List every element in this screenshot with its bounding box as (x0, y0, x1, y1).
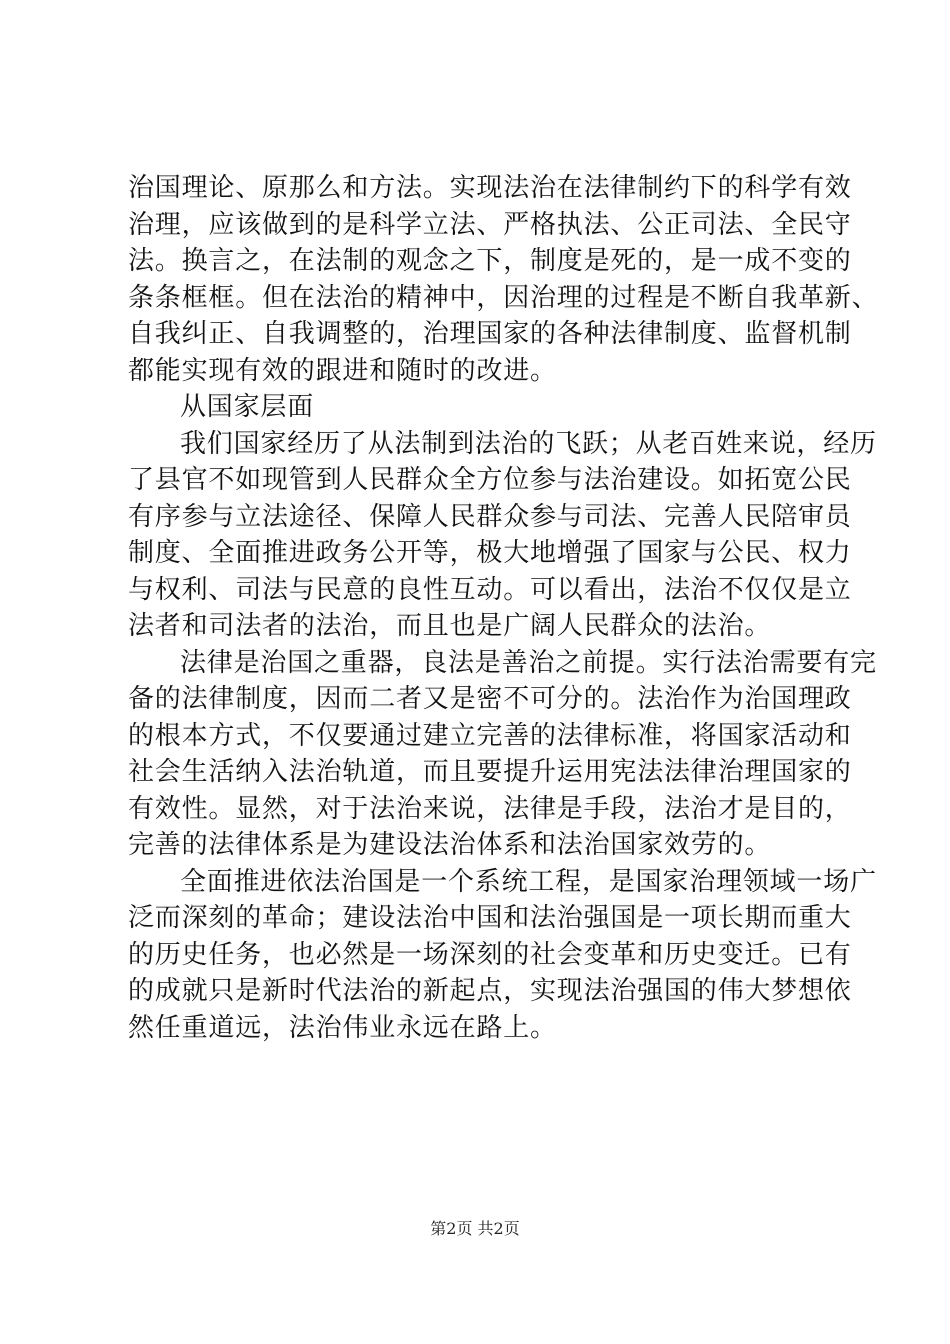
text-line: 全面推进依法治国是一个系统工程，是国家治理领域一场广 (180, 866, 877, 897)
text-line: 然任重道远，法治伟业永远在路上。 (128, 1012, 557, 1043)
text-line: 了县官不如现管到人民群众全方位参与法治建设。如拓宽公民 (128, 465, 852, 495)
text-line: 的成就只是新时代法治的新起点，实现法治强国的伟大梦想依 (128, 976, 852, 1006)
text-line: 泛而深刻的革命；建设法治中国和法治强国是一项长期而重大 (128, 903, 852, 933)
text-line: 有序参与立法途径、保障人民群众参与司法、完善人民陪审员 (128, 501, 852, 532)
text-line: 与权利、司法与民意的良性互动。可以看出，法治不仅仅是立 (128, 574, 852, 605)
text-line: 条条框框。但在法治的精神中，因治理的过程是不断自我革新、 (128, 282, 879, 313)
text-line: 社会生活纳入法治轨道，而且要提升运用宪法法律治理国家的 (128, 757, 852, 787)
text-line: 治理，应该做到的是科学立法、严格执法、公正司法、全民守 (128, 209, 852, 240)
text-line: 制度、全面推进政务公开等，极大地增强了国家与公民、权力 (128, 538, 852, 568)
page-footer: 第2页 共2页 (430, 1219, 520, 1238)
text-line: 的根本方式，不仅要通过建立完善的法律标准，将国家活动和 (128, 720, 852, 751)
document-body (128, 170, 879, 1046)
text-line: 都能实现有效的跟进和随时的改进。 (128, 355, 557, 386)
text-line: 自我纠正、自我调整的，治理国家的各种法律制度、监督机制 (128, 319, 852, 349)
text-line: 法者和司法者的法治，而且也是广阔人民群众的法治。 (128, 611, 772, 641)
text-line: 完善的法律体系是为建设法治体系和法治国家效劳的。 (128, 830, 772, 860)
text-line: 的历史任务，也必然是一场深刻的社会变革和历史变迁。已有 (128, 939, 852, 970)
text-line: 从国家层面 (180, 392, 315, 422)
text-line: 我们国家经历了从法制到法治的飞跃；从老百姓来说，经历 (180, 428, 877, 459)
text-line: 备的法律制度，因而二者又是密不可分的。法治作为治国理政 (128, 684, 852, 714)
text-line: 法律是治国之重器，良法是善治之前提。实行法治需要有完 (180, 647, 877, 678)
text-line: 治国理论、原那么和方法。实现法治在法律制约下的科学有效 (128, 173, 852, 203)
text-line: 有效性。显然，对于法治来说，法律是手段，法治才是目的， (128, 793, 852, 824)
text-line: 法。换言之，在法制的观念之下，制度是死的，是一成不变的 (128, 246, 852, 276)
